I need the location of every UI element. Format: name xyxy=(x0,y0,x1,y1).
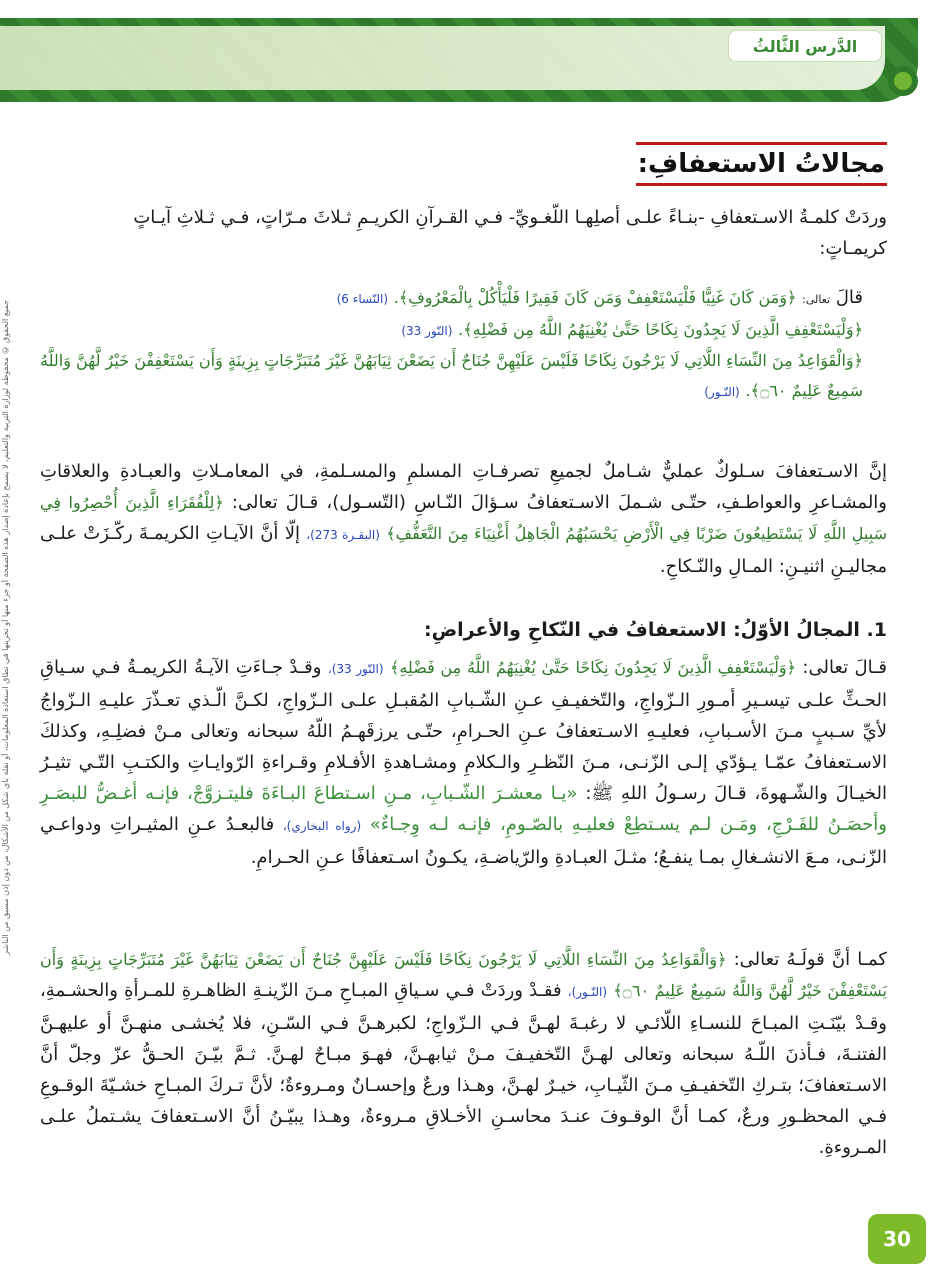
ref-nisa-6: (النّساء 6) xyxy=(336,292,389,306)
taala-label: تعالى: xyxy=(802,293,831,306)
copyright-side-note: جميع الحقوق © محفوظة لوزارة التربية والتعليم، لا يسمح بإعادة إصدار هذه الصفحة أو جزء منها أو تخزينها في نطاق استعادة المعلومات، أو نقله بأي شكل من الأشكال، من دون إذن مسبق من الناشر xyxy=(1,300,10,956)
section1-verse-ref: (النّور 33)، xyxy=(327,662,384,676)
para4-verse: ﴿وَالْقَوَاعِدُ مِنَ النِّسَاءِ اللَّاتِي لَا يَرْجُونَ نِكَاحًا فَلَيْسَ عَلَيْهِنَّ جُنَاحٌ أَن يَضَعْنَ ثِيَابَهُنَّ غَيْرَ مُتَبَرِّجَاتٍ بِزِينَةٍ وَأَن يَسْتَعْفِفْنَ خَيْرٌ لَّهُنَّ وَاللَّهُ سَمِيعٌ عَلِيمٌ ۝٦٠﴾ xyxy=(40,950,887,1000)
section1-qal: قـالَ تعالى: xyxy=(802,657,887,678)
page-number-badge: 30 xyxy=(868,1214,926,1264)
verse-baqara-273: ﴿لِلْفُقَرَاءِ الَّذِينَ أُحْصِرُوا فِي سَبِيلِ اللَّهِ لَا يَسْتَطِيعُونَ ضَرْبًا فِي الْأَرْضِ يَحْسَبُهُمُ الْجَاهِلُ أَغْنِيَاءَ مِنَ التَّعَفُّفِ﴾ xyxy=(40,493,887,543)
section-1-heading: 1. المجالُ الأوّلُ: الاستعفافُ في النّكاحِ والأعراضِ: xyxy=(424,619,887,641)
page-title: مجالاتُ الاستعفافِ: xyxy=(636,142,887,186)
intro-line-1: وردَتْ كلمـةُ الاسـتعفافِ -بنـاءً علـى أصلِهـا اللّغـويِّ- فـي القـرآنِ الكريـمِ ثـلاثَ مـرّاتٍ، فـي ثـلاثِ آيـاتٍ xyxy=(133,207,887,228)
verse-row-2 xyxy=(40,315,863,346)
para4-verse-ref: (النّـور)، xyxy=(567,985,608,999)
hadith-ref: (رواه البخاري)، xyxy=(282,819,362,833)
para4-text-2: فقـدْ وردَتْ فـي سـياقِ المبـاحِ مـنَ الزّينـةِ الظاهـرةِ للمـرأةِ والحشـمةِ، وقـدْ بيّنَـتِ المبـاحَ للنسـاءِ اللّائـي لا رغبـةَ لهـنَّ فـي الـزّواجِ؛ لكبرهـنَّ فـي السّـنِ، فلا يُخشـى منهـنَّ أو عليهـنَّ الفتنـةَ، فـأذنَ اللّـهُ سبحانه وتعالى لهـنَّ التّخفيـفَ مـنْ ثيابهـنَّ، فهـوَ مبـاحٌ لهـنَّ. ثـمَّ بيّـنَ الحـقُّ عزّ وجلّ أنَّ الاسـتعفافَ؛ بتـركِ التّخفيـفِ مـنَ الثّيـابِ، خيـرٌ لهـنَّ، وهـذا ورعٌ وإحسـانٌ ومـروءةٌ؛ لأنَّ تـركَ المبـاحِ خشـيّةَ الوقـوعِ فـي المحظـورِ ورعٌ، كمـا أنَّ الوقـوفَ عنـدَ محاسـنِ الأخـلاقِ مـروءةٌ، وهـذا يبيّـنُ أنَّ الاسـتعفافَ يشـتملُ علـى المـروءةِ. xyxy=(40,980,887,1158)
paragraph-qawaid xyxy=(40,944,887,1163)
verse-nur-33: ﴿وَلْيَسْتَعْفِفِ الَّذِينَ لَا يَجِدُونَ نِكَاحًا حَتَّىٰ يُغْنِيَهُمُ اللَّهُ مِن فَضْلِهِ﴾. xyxy=(458,320,863,339)
lesson-label: الدَّرس الثَّالثُ xyxy=(728,30,882,62)
para2-text-1: إنَّ الاسـتعفافَ سـلوكٌ عمليٌّ شـاملٌ لجميعِ تصرفـاتِ المسلمِ والمسـلمةِ، في المعامـلاتِ والعبـادةِ والعلاقاتِ والمشـاعرِ والعواطـفِ، حتّـى شـملَ الاسـتعفافُ سـؤالَ النّـاسِ (التّسـول)، قـالَ تعالى: xyxy=(40,461,887,513)
paragraph-behaviour xyxy=(40,456,887,582)
section-1-body xyxy=(40,652,887,873)
verse-row-3 xyxy=(40,346,863,407)
verse-nisa-6: ﴿وَمَن كَانَ غَنِيًّا فَلْيَسْتَعْفِفْ وَمَن كَانَ فَقِيرًا فَلْيَأْكُلْ بِالْمَعْرُوفِ﴾. xyxy=(393,288,797,307)
intro-paragraph xyxy=(40,202,887,264)
hadith-text: «يـا معشـرَ الشّـبابِ، مـنِ اسـتطاعَ البـاءَةَ فليتـزوَّجْ، فإنـه أغـضُّ للبصَـرِ وأحصَـنُ للفَـرْجِ، ومَـن لـم يسـتطِعْ فعليـهِ بالصّـومِ، فإنـه لـه وِجـاءٌ» xyxy=(40,783,887,835)
ref-nur-33: (النّور 33) xyxy=(401,324,453,338)
verses-block xyxy=(40,283,863,407)
qal-label: قالَ xyxy=(835,287,863,308)
header-curl-ornament xyxy=(888,66,918,96)
ref-nur-60: (النّـور) xyxy=(704,385,740,399)
para2-text-2: إلّا أنَّ الآيـاتِ الكريمـةَ ركّـزَتْ علـى مجاليـنِ اثنيـنِ: المـالِ والنّـكاحِ. xyxy=(40,523,887,577)
para4-text-1: كمـا أنَّ قولَـهُ تعالى: xyxy=(733,949,887,970)
intro-line-2: كريمـاتٍ: xyxy=(819,238,887,259)
verse-row-1 xyxy=(40,283,863,315)
section1-verse: ﴿وَلْيَسْتَعْفِفِ الَّذِينَ لَا يَجِدُونَ نِكَاحًا حَتَّىٰ يُغْنِيَهُمُ اللَّهُ مِن فَضْلِهِ﴾ xyxy=(389,658,796,677)
section1-text-2: فالبعـدُ عـنِ المثيـراتِ ودواعـي الزّنـى، مـعَ الانشـغالِ بمـا ينفـعُ؛ مثـلَ العبـادةِ والرّياضـةِ، يكـونُ اسـتعفافًا عـنِ الحـرامِ. xyxy=(40,814,887,868)
section1-text-1: وقـدْ جـاءَتِ الآيـةُ الكريمـةُ فـي سـياقِ الحـثِّ علـى تيسـيرِ أمـورِ الـزّواجِ، والتّخفيـفِ عـنِ الشّـبابِ المُقبـلِ علـى الـزّواجِ، لكـنَّ الّـذي تعـذّرَ عليـهِ الـزّواجُ لأيِّ سـببٍ مـنَ الأسـبابِ، فعليـهِ الاسـتعفافُ عـنِ الحـرامِ، حتّـى يرزقَهـمُ اللّهُ سبحانه وتعالى مـنْ فضلِـهِ، وكذلكَ الاسـتعفافُ عمّـا يـؤدّي إلـى الزّنـى، مـنَ النّظـرِ والـكلامِ ومشـاهدةِ الأفـلامِ وقـراءةِ الرّوايـاتِ والكتـبِ التّـي تثيـرُ الخيـالَ والشّـهوةَ، قـالَ رسـولُ اللهِ ﷺ: xyxy=(40,657,887,804)
ref-baqara-273: (البقـرة 273)، xyxy=(306,528,380,542)
verse-nur-60: ﴿وَالْقَوَاعِدُ مِنَ النِّسَاءِ اللَّاتِي لَا يَرْجُونَ نِكَاحًا فَلَيْسَ عَلَيْهِنَّ جُنَاحٌ أَن يَضَعْنَ ثِيَابَهُنَّ غَيْرَ مُتَبَرِّجَاتٍ بِزِينَةٍ وَأَن يَسْتَعْفِفْنَ خَيْرٌ لَّهُنَّ وَاللَّهُ سَمِيعٌ عَلِيمٌ ۝٦٠﴾. xyxy=(40,351,863,400)
